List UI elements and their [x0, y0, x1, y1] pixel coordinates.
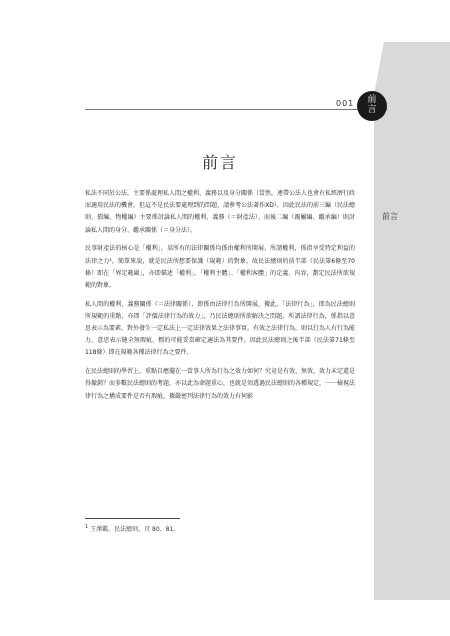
page-number: 001 — [336, 99, 355, 108]
paragraph: 在民法總則的學習上，重點自應擺在一當事人所為行為之效力如何？究竟是有效、無效、效力未定還是得撤銷？而多數民法總則的考題，亦以此為命題重心，也就是須透過民法總則的各種規定，一一檢視法律行為之構成要件是否有瑕疵，據嚴密判法律行為的效力有何影 — [85, 368, 356, 400]
emblem-char-1: 前 — [367, 95, 377, 105]
paragraph: 民事財產法的核心是「權利」。某所有的法律關係均係由權利所開展。所謂權利，係指享受特定利益的法律之力¹，簡單來說，就是民法所想要保護（規範）的對象。故民法總則的前半部（民法第6條至70條）即在「界定範圍」，亦即描述「權利」、「權利主體」、「權利客體」的定義、內容，劃定民法所欲規範的對象。 — [85, 245, 355, 289]
side-tab-label: 前言 — [382, 212, 398, 221]
header-rule — [85, 109, 387, 110]
page-title: 前言 — [201, 153, 238, 172]
chapter-emblem — [357, 91, 387, 121]
footnote-rule — [85, 518, 180, 519]
footnote-marker: 1 — [85, 524, 89, 530]
emblem-char-2: 言 — [367, 105, 377, 115]
side-tab-notch — [374, 42, 384, 94]
paragraph: 私法不同於公法，主要係處理私人間之權利、義務以及身分關係（當然，連帶公法人也會有私經濟行政而適用民法的機會，但這不是民法要處理到的問題，請參考公法著作XD）。因此民法的前三編（民法總則、債編、物權編）主要係討論私人間的權利、義務（＝財產法），而後二編（親屬編、繼承編）則討論私人間的身分、繼承關係（＝身分法）。 — [85, 190, 356, 234]
footnote — [85, 524, 179, 533]
footnote-text: 王澤鑑，民法總則，頁 80、81。 — [90, 526, 180, 533]
paragraph: 私人間的權利、義務關係（＝法律關係），即係由法律行為所開展，據此，「法律行為」，即為民法總則所規範的重點，亦即「評價法律行為的效力」，乃民法總則所欲解決之問題。所謂法律行為，係指以意思表示為要素，對外發生一定私法上一定法律效果之法律事實。有效之法律行為，則以行為人有行為能力、意思表示健全無瑕疵、標的可能妥當確定適法為其要件。因此民法總則之後半部（民法第71條至118條）即在規範各種法律行為之要件。 — [85, 300, 356, 357]
side-tab — [374, 42, 450, 600]
body-text — [85, 188, 355, 409]
